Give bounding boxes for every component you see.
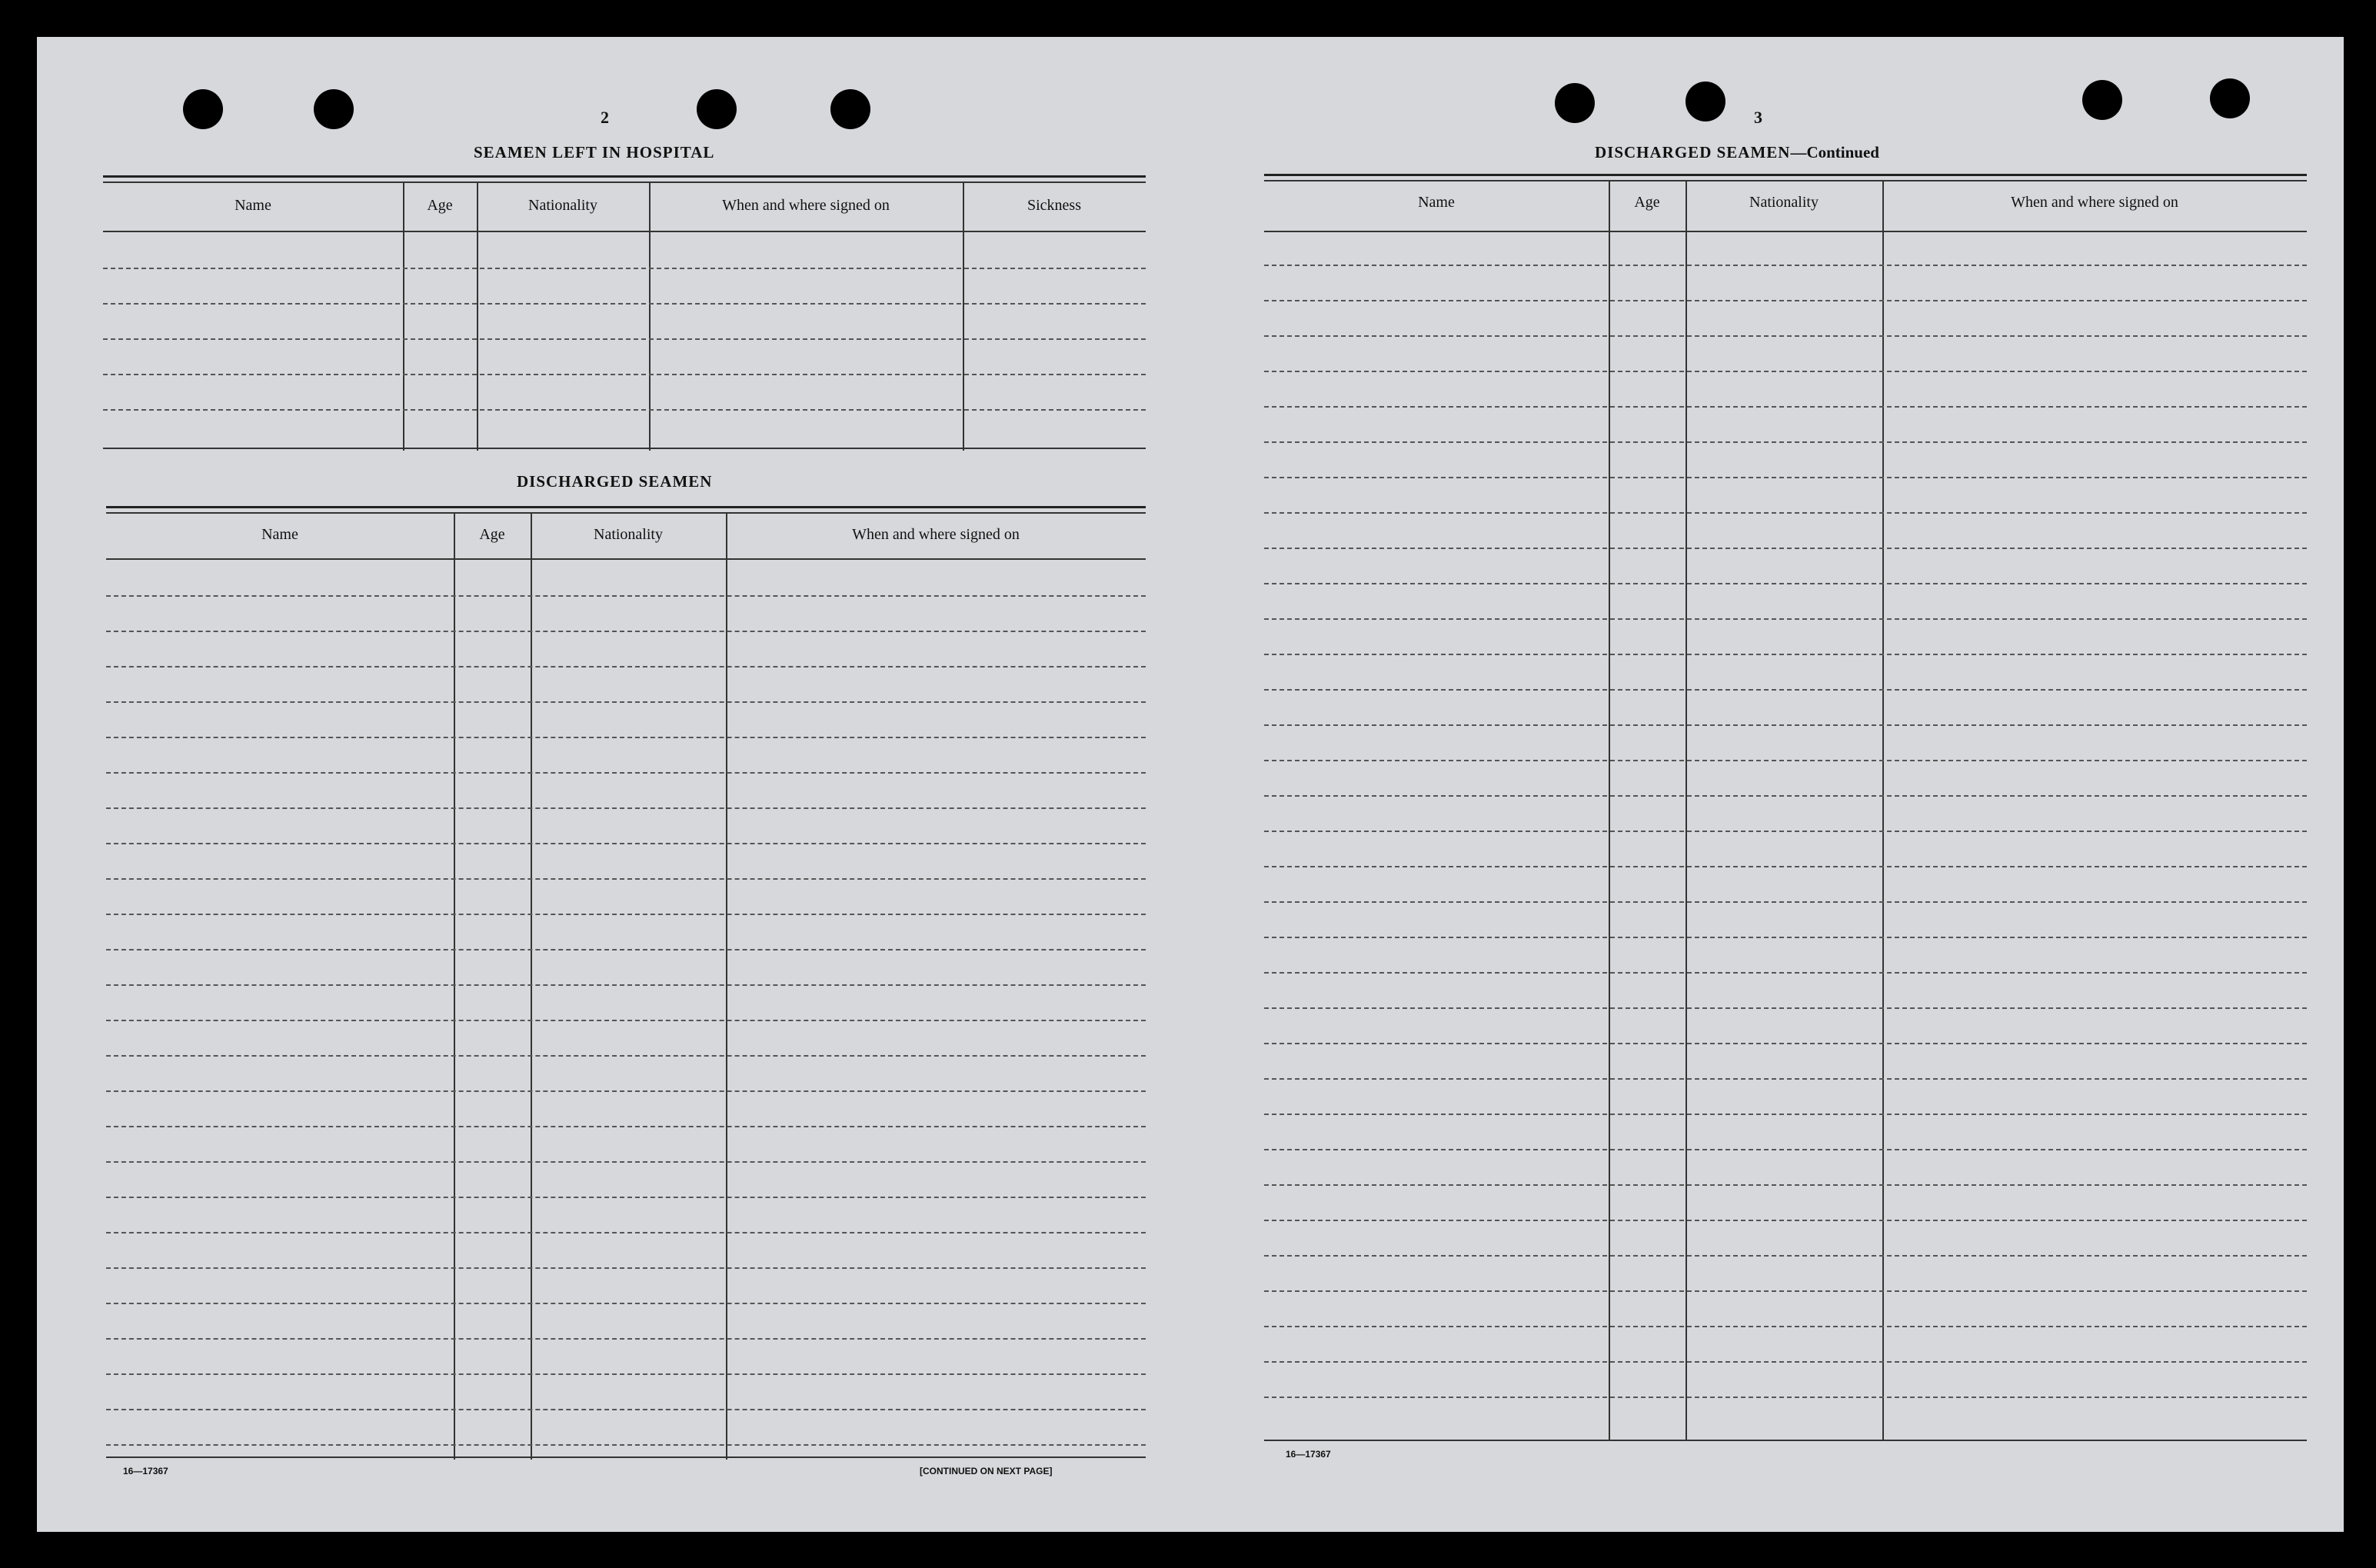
table-row (106, 772, 1146, 774)
table-row (1264, 654, 2307, 655)
table-row (106, 1197, 1146, 1198)
table-row (1264, 406, 2307, 408)
table-row (106, 807, 1146, 809)
title-continued: —Continued (1790, 143, 1879, 161)
column-header-age: Age (427, 197, 453, 214)
discharged-section-title: DISCHARGED SEAMEN (517, 472, 713, 491)
page-number-right: 3 (1754, 108, 1762, 127)
table-row (106, 1373, 1146, 1375)
table-row (1264, 477, 2307, 478)
table-row (1264, 1220, 2307, 1221)
column-header-when-where: When and where signed on (852, 526, 1020, 543)
discharged-continued-title (1595, 143, 1879, 162)
table-row (106, 878, 1146, 880)
table-row (1264, 548, 2307, 549)
table-row (1264, 1361, 2307, 1363)
table-row (1264, 1184, 2307, 1186)
table-row (106, 701, 1146, 703)
table-row (106, 984, 1146, 986)
column-header-when-where: When and where signed on (2011, 194, 2178, 211)
table-row (1264, 1326, 2307, 1327)
table-row (1264, 1007, 2307, 1009)
table-row (1264, 335, 2307, 337)
punch-hole-icon (830, 89, 870, 129)
page-number-left: 2 (601, 108, 609, 127)
table-row (106, 1161, 1146, 1163)
punch-hole-icon (2210, 78, 2250, 118)
table-row (1264, 937, 2307, 938)
table-row (1264, 866, 2307, 867)
table-row (106, 595, 1146, 597)
table-row (106, 1444, 1146, 1446)
table-row (1264, 300, 2307, 301)
table-row (106, 843, 1146, 844)
table-row (103, 374, 1146, 375)
table-row (106, 666, 1146, 667)
column-header-name: Name (1418, 194, 1455, 211)
table-row (106, 1409, 1146, 1410)
column-header-name: Name (235, 197, 271, 214)
column-header-nationality: Nationality (594, 526, 663, 543)
table-row (106, 1303, 1146, 1304)
table-row (1264, 831, 2307, 832)
table-row (1264, 689, 2307, 691)
table-row (1264, 1397, 2307, 1398)
table-row (1264, 512, 2307, 514)
table-row (1264, 901, 2307, 903)
punch-hole-icon (2082, 80, 2122, 120)
table-row (1264, 1149, 2307, 1150)
table-row (106, 1055, 1146, 1057)
table-row (106, 1232, 1146, 1233)
table-row (1264, 371, 2307, 372)
table-row (103, 303, 1146, 305)
table-row (106, 914, 1146, 915)
table-row (106, 1090, 1146, 1092)
title-main: DISCHARGED SEAMEN (1595, 143, 1791, 161)
discharged-table-left (106, 506, 1146, 1475)
document-sheet (37, 37, 2344, 1532)
table-row (1264, 1290, 2307, 1292)
table-row (1264, 1114, 2307, 1115)
column-header-age: Age (1634, 194, 1660, 211)
punch-hole-icon (1685, 82, 1725, 122)
hospital-section-title: SEAMEN LEFT IN HOSPITAL (474, 143, 715, 161)
table-row (106, 949, 1146, 950)
discharged-table-right (1264, 174, 2307, 1481)
punch-hole-icon (314, 89, 354, 129)
table-row (106, 631, 1146, 632)
table-row (1264, 583, 2307, 584)
punch-hole-icon (697, 89, 737, 129)
punch-hole-icon (183, 89, 223, 129)
table-row (106, 1126, 1146, 1127)
column-header-age: Age (479, 526, 505, 543)
column-header-sickness: Sickness (1027, 197, 1081, 214)
table-row (1264, 795, 2307, 797)
table-row (1264, 618, 2307, 620)
table-row (1264, 1043, 2307, 1044)
table-row (103, 268, 1146, 269)
table-row (106, 1267, 1146, 1269)
table-row (106, 1338, 1146, 1340)
column-header-when-where: When and where signed on (722, 197, 890, 214)
form-code-right: 16—17367 (1286, 1449, 1331, 1460)
column-header-name: Name (261, 526, 298, 543)
form-code-left: 16—17367 (123, 1466, 168, 1476)
punch-hole-icon (1555, 83, 1595, 123)
table-row (106, 737, 1146, 738)
table-row (1264, 724, 2307, 726)
table-row (1264, 972, 2307, 974)
table-row (106, 1020, 1146, 1021)
table-row (1264, 760, 2307, 761)
continued-note: [CONTINUED ON NEXT PAGE] (920, 1466, 1053, 1476)
table-row (1264, 265, 2307, 266)
table-row (1264, 441, 2307, 443)
hospital-table (103, 175, 1146, 491)
table-row (103, 409, 1146, 411)
table-row (1264, 1078, 2307, 1080)
table-row (103, 338, 1146, 340)
column-header-nationality: Nationality (528, 197, 597, 214)
column-header-nationality: Nationality (1749, 194, 1819, 211)
table-row (1264, 1255, 2307, 1257)
